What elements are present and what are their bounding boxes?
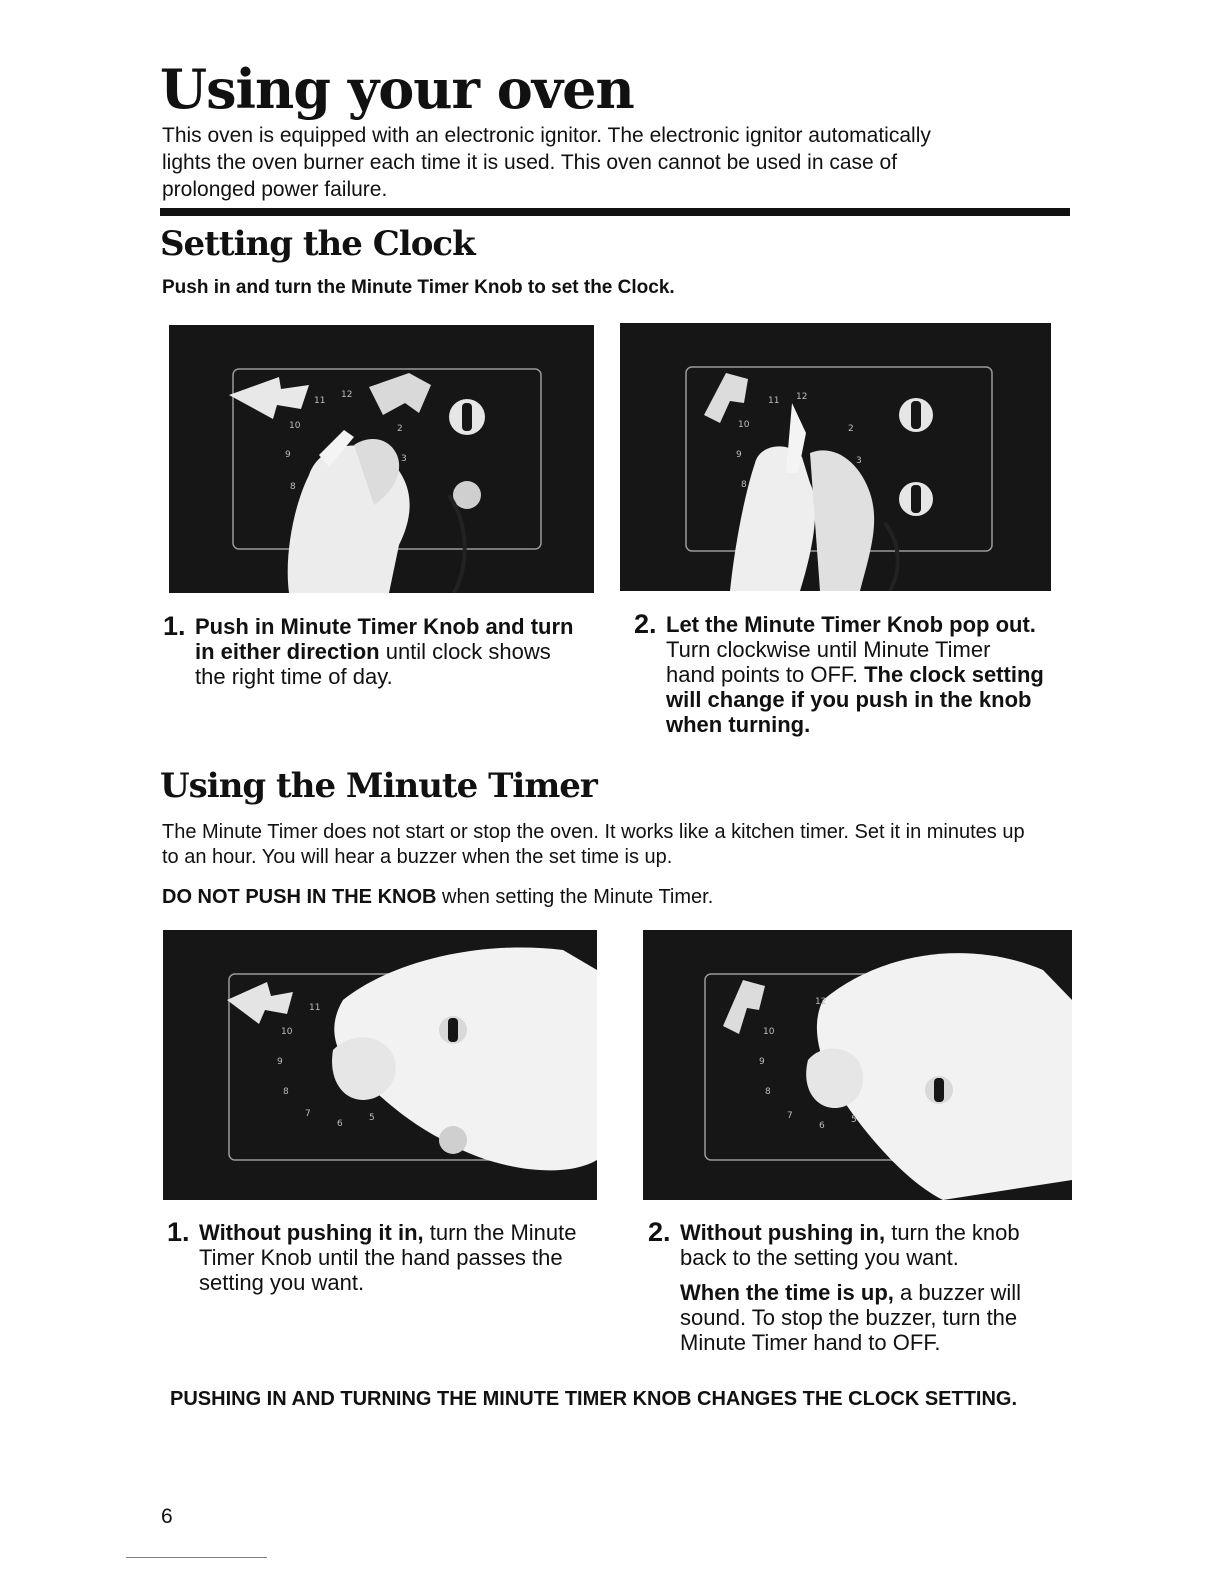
step-text: turn the knob back to the setting you want. xyxy=(680,1220,1020,1270)
dial-number: 5 xyxy=(851,1115,857,1125)
intro-paragraph: This oven is equipped with an electronic ignitor. The electronic ignitor automatically lights the oven burner each time it is used. This oven cannot be used in case of prolonged power failure. xyxy=(162,124,931,201)
clock-change-warning: PUSHING IN AND TURNING THE MINUTE TIMER KNOB CHANGES THE CLOCK SETTING. xyxy=(170,1388,1018,1410)
step-number: 1. xyxy=(167,1217,190,1247)
clock-lead-instruction: Push in and turn the Minute Timer Knob to set the Clock. xyxy=(162,277,675,298)
dial-number: 3 xyxy=(401,454,407,464)
timer-intro-paragraph: The Minute Timer does not start or stop the oven. It works like a kitchen timer. Set it in minutes up to an hour. You will hear a buzzer when the set time is up. xyxy=(162,821,1025,868)
step-bold-text: Let the Minute Timer Knob pop out. xyxy=(666,612,1036,637)
photo-push-in-knob xyxy=(169,325,594,593)
step-number: 2. xyxy=(648,1217,671,1247)
step-bold-warning: The clock setting will change if you push in the knob when turning. xyxy=(666,662,1044,737)
step-text-2: a buzzer will sound. To stop the buzzer, turn the Minute Timer hand to OFF. xyxy=(680,1280,1022,1355)
dial-number: 11 xyxy=(768,396,780,406)
step-bold-text: Push in Minute Timer Knob and turn in either direction xyxy=(195,614,574,664)
step-bold-text-2: When the time is up, xyxy=(680,1280,894,1305)
dial-number: 2 xyxy=(397,424,403,434)
timer-warning-text: when setting the Minute Timer. xyxy=(436,886,714,908)
dial-number: 9 xyxy=(285,450,291,460)
dial-number: 9 xyxy=(759,1057,765,1067)
dial-number: 5 xyxy=(369,1113,375,1123)
dial-number: 2 xyxy=(848,424,854,434)
step-bold-text: Without pushing it in, xyxy=(199,1220,424,1245)
dial-number: 3 xyxy=(856,456,862,466)
dial-number: 6 xyxy=(819,1121,825,1131)
dial-number: 11 xyxy=(309,1003,321,1013)
dial-number: 9 xyxy=(736,450,742,460)
photo-knob-pop-out xyxy=(620,323,1051,591)
step-number: 2. xyxy=(634,609,657,639)
dial-number: 12 xyxy=(815,997,827,1007)
section-heading-clock: Setting the Clock xyxy=(160,224,475,264)
step-text: turn the Minute Timer Knob until the hand passes the setting you want. xyxy=(199,1220,577,1295)
dial-number: 7 xyxy=(305,1109,311,1119)
dial-number: 8 xyxy=(290,482,296,492)
step-text: Turn clockwise until Minute Timer hand points to OFF. xyxy=(666,637,991,687)
timer-warning-bold: DO NOT PUSH IN THE KNOB xyxy=(162,886,437,908)
photo-turn-back xyxy=(643,930,1072,1200)
step-number: 1. xyxy=(163,611,186,641)
dial-number: 8 xyxy=(765,1087,771,1097)
dial-number: 9 xyxy=(277,1057,283,1067)
dial-number: 10 xyxy=(738,420,750,430)
step-text: until clock shows the right time of day. xyxy=(195,639,551,689)
photo-turn-without-push xyxy=(163,930,597,1200)
step-bold-text: Without pushing in, xyxy=(680,1220,886,1245)
section-heading-timer: Using the Minute Timer xyxy=(160,766,597,806)
section-divider xyxy=(160,208,1070,216)
dial-number: 12 xyxy=(796,392,808,402)
timer-warning xyxy=(162,886,713,909)
dial-number: 7 xyxy=(787,1111,793,1121)
dial-number: 8 xyxy=(741,480,747,490)
dial-number: 12 xyxy=(341,390,353,400)
dial-number: 10 xyxy=(281,1027,293,1037)
dial-number: 10 xyxy=(763,1027,775,1037)
dial-number: 8 xyxy=(283,1087,289,1097)
dial-number: 11 xyxy=(314,396,326,406)
page-number: 6 xyxy=(161,1505,173,1528)
dial-number: 10 xyxy=(289,421,301,431)
page-title: Using your oven xyxy=(160,57,634,121)
footer-line xyxy=(126,1557,267,1558)
dial-number: 6 xyxy=(337,1119,343,1129)
